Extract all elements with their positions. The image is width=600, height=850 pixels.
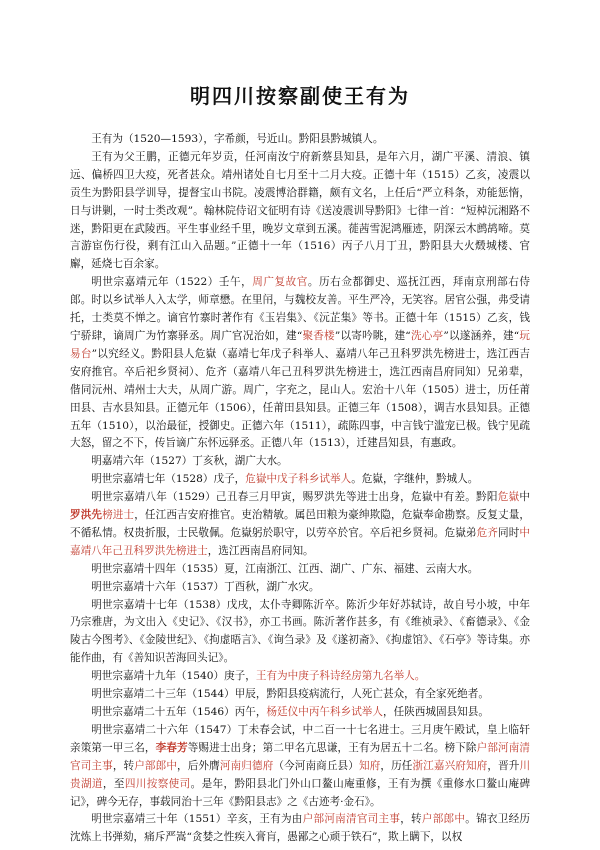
paragraph-p2 [70,149,530,274]
highlighted-text: 聚香楼 [302,329,335,342]
paragraph-p10 [70,668,530,686]
highlighted-text: 榜进士 [102,509,135,522]
paragraph-text: 明世宗嘉靖三十年（1551）辛亥，王有为由 [91,813,303,826]
highlighted-text: 户部郎中 [134,759,178,772]
paragraph-text: 。是年，黔阳县北门外山口鳌山庵重修，王有为撰《重修水口鳌山庵碑记》，碑今无存，事载同治十三年《黔阳县志》之《古迹考·金石》。 [70,777,531,808]
paragraph-text: 明世宗嘉靖二十三年（1544）甲辰，黔阳县疫病流行，人死亡甚众，有全家死绝者。 [91,688,489,701]
paragraph-p1 [70,131,530,149]
highlighted-text: 四川按察使司 [124,777,191,790]
paragraph-text: 明世宗嘉靖十六年（1537）丁酉秋，湖广水灾。 [91,580,320,593]
paragraph-p9 [70,597,530,669]
paragraph-text: ”以遂涵养，建“ [443,329,520,342]
paragraph-text: ，后外膺 [177,759,220,772]
highlighted-text: 川贵湖道 [70,759,531,790]
paragraph-p3 [70,274,530,453]
paragraph-text: 明世宗嘉靖十七年（1538）戊戌，太仆寺卿陈沂卒。陈沂少年好苏轼诗，故自号小坡，中年乃宗雅唐，为文出入《史记》、《汉书》，亦工书画。陈沂著作甚多，有《维祯录》、《畜德录》、《金陵古今图考》、《金陵世纪》、《拘虚晤言》、《询刍录》及《遂初斋》、《拘虚馆》、《石亭》等诗集。亦能作曲，有《善知识苦海回头记》。 [70,598,530,665]
paragraph-p4 [70,453,530,471]
highlighted-text: 危嶽 [497,491,520,504]
highlighted-text: 王有为中庚子科诗经房第九名举人。 [255,670,426,683]
paragraph-text: ，至 [102,777,125,790]
paragraph-text: 王有为父王鹏，正德元年岁贡，任河南汝宁府新蔡县知县，是年六月，湖广平溪、清浪、镇远、偏桥四卫大疫，死者甚众。靖州诸处自七月至十二月大疫。正德十年（1515）乙亥，凌震以贡生为黔阳县学训导，提督宝山书院。凌震博洽群籍，颇有文名，上任后“严立科条，劝能惩惰，日与讲剿，一时士类改观”。翰林院侍诏文征明有诗《送凌震训导黔阳》七律一首：“短棹沅湘路不迷，黔阳更在武陵西。平生事业经千里，晚岁文章到五溪。蓰茜雪泥鸿雁迹，阴深云木鹧鸪啼。莫言游宦伤行役，剩有江山入品题。”正德十一年（1516）丙子八月丁丑，黔阳县大火燬城楼、官廨，延烧七百余家。 [70,150,530,271]
paragraph-text: ，任江西吉安府推官。吏治精敏。属邑田粮为豪绅欺隐，危嶽奉命勘察。反复丈量，不循私情。权贵折服，士民敬佩。危嶽躬於职守，以劳卒於官。卒后祀乡贤祠。危嶽弟 [70,509,531,539]
paragraph-text: 明世宗嘉靖十九年（1540）庚子， [91,670,256,683]
highlighted-text: 李春芳 [155,741,188,754]
paragraph-text: ”以究经义。黔阳县人危嶽（嘉靖七年戊子科举人、嘉靖八年己丑科罗洪先榜进士，选江西吉安府推官。卒后祀乡贤祠）、危齐（嘉靖八年己丑科罗洪先榜进士，选江西南昌府同知）兄弟辈，偕同沅州、靖州士大夫，从周广游。周广，字充之，昆山人。宏治十八年（1505）进士，历任莆田县、吉水县知县。正德元年（1506），任莆田县知县。正德三年（1508），调吉水县知县。正德五年（1510），以治最征，授御史。正德六年（1511），疏陈四事，中言钱宁滥宠已极。钱宁见疏大怒，留之不下，传旨谪广东怀远驿丞。正德八年（1513），迁建昌知县，有惠政。 [70,347,530,450]
paragraph-text: ”以寄吟眺，建“ [334,329,411,342]
paragraph-text: 明世宗嘉靖二十五年（1546）丙午， [91,706,267,718]
paragraph-text: ，转 [112,759,135,772]
highlighted-text: 户部河南清官司主事 [302,813,401,826]
highlighted-text: 中嘉靖八年己丑科罗洪先榜进士 [70,526,531,557]
highlighted-text: 知府 [358,759,381,772]
highlighted-text: 洗心亭 [410,329,444,342]
document-body [70,131,530,847]
paragraph-text: 明世宗嘉靖二十六年（1547）丁未春会试，中二百一十七名进士。三月庚午殿试，皇上临轩亲策第一甲三名， [70,723,530,754]
paragraph-p5 [70,471,530,489]
highlighted-text: 玩易台 [70,329,531,360]
highlighted-text: 杨廷仪中丙午科乡试举人 [266,706,383,718]
paragraph-p12 [70,704,530,722]
paragraph-text: 同时 [498,526,520,539]
paragraph-text: 明嘉靖六年（1527）丁亥秋，湖广大水。 [91,455,288,468]
paragraph-text: 。历右佥都御史、巡抚江西，拜南京刑部右侍郎。时以乡试举人入太学，师章懋。在里闬，与魏校友善。平生严冷，无笑容。居官公强，弗受请托，士类莫不惮之。谪官竹寨时著作有《玉岩集》、《沅芷集》等书。正德十年（1515）乙亥，钱宁骄肆，谪周广为竹寨驿丞。周广官况治如，建“ [70,276,531,342]
paragraph-text: 。危嶽，字继仲，黔城人。 [351,473,479,486]
paragraph-p7 [70,561,530,579]
paragraph-text: 明世宗嘉靖七年（1528）戊子， [91,473,246,486]
paragraph-text: 明世宗嘉靖十四年（1535）夏，江南浙江、江西、湖广、广东、福建、云南大水。 [91,562,479,575]
paragraph-p13 [70,722,530,812]
paragraph-text: （今河南商丘县） [273,759,359,772]
highlighted-text: 户部郎中 [421,813,466,826]
paragraph-text: 中 [519,491,530,504]
paragraph-text: ，任陕西城固县知县。 [383,706,489,718]
paragraph-text: 。锦衣卫经历沈炼上书弹劾，痛斥严嵩“贪婪之性疾入膏肓，愚鄙之心顽于铁石”，欺上瞒下，以权 [70,813,531,844]
highlighted-text: 户部河南清官司主事 [70,741,531,772]
paragraph-text: ，晋升 [487,759,520,772]
highlighted-text: 周广复故官 [252,276,308,289]
page-title: 明四川按察副使王有为 [190,84,410,108]
paragraph-text: ，转 [400,813,422,826]
paragraph-p6 [70,489,530,561]
highlighted-text: 浙江嘉兴府知府 [412,759,488,772]
paragraph-text: ，历任 [380,759,413,772]
highlighted-text: 危嶽中戊子科乡试举人 [245,473,352,486]
paragraph-p14 [70,811,530,847]
highlighted-text: 罗洪先 [70,509,103,522]
highlighted-text: 河南归德府 [219,759,274,772]
paragraph-p8 [70,579,530,597]
paragraph-text: 明世宗嘉靖元年（1522）壬午， [91,276,253,289]
paragraph-text: 明世宗嘉靖八年（1529）己丑春三月甲寅，赐罗洪先等进士出身，危嶽中有差。黔阳 [91,491,498,504]
paragraph-text: 王有为（1520—1593），字希颜，号近山。黔阳县黔城镇人。 [91,133,384,145]
paragraph-text: 等赐进士出身；第二甲名亢思谦，王有为居五十二名。榜下除 [187,741,477,754]
paragraph-text: ，选江西南昌府同知。 [207,544,314,557]
paragraph-p11 [70,686,530,704]
highlighted-text: 危齐 [476,526,499,539]
